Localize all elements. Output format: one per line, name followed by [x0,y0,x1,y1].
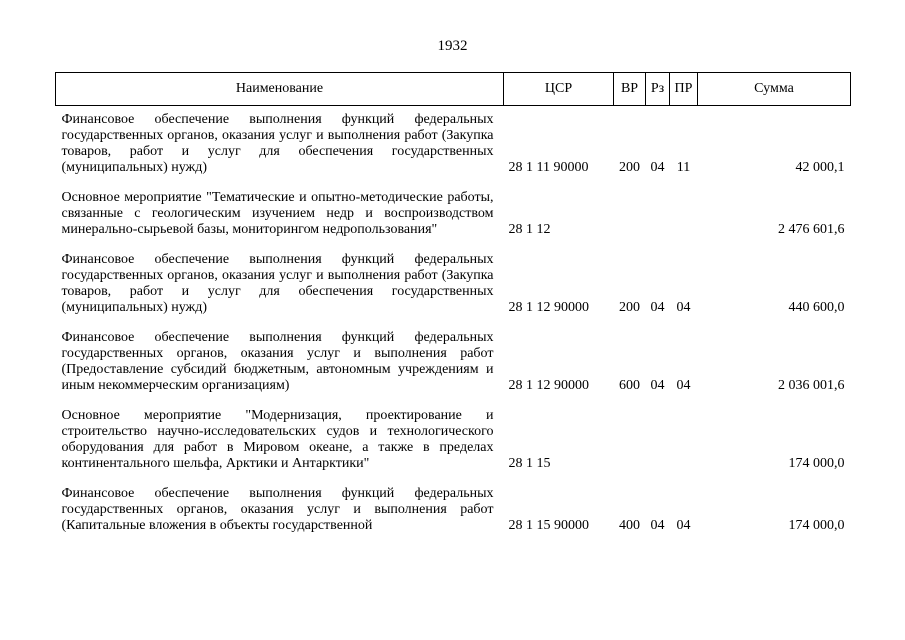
table-row [56,480,851,542]
cell-pr [670,184,698,246]
header-pr: ПР [670,73,698,106]
cell-rz [646,402,670,480]
cell-rz: 04 [650,518,665,533]
cell-vr: 600 [619,378,640,393]
cell-sum: 42 000,1 [795,160,845,175]
cell-name: Основное мероприятие "Тематические и опытно-методические работы, связанные с геологическим изучением недр и воспроизводством минерально-сырьевой базы, мониторингом недропользования" [61,190,494,237]
header-vr: ВР [614,73,646,106]
table-body [56,106,851,543]
cell-name: Финансовое обеспечение выполнения функций федеральных государственных органов, оказания услуг и выполнения работ (Капитальные вложения в объекты государственной [61,486,494,533]
cell-sum: 440 600,0 [788,300,845,315]
cell-rz: 04 [650,300,665,315]
cell-pr [670,402,698,480]
cell-csr: 28 1 15 [508,456,551,471]
cell-csr: 28 1 11 90000 [508,160,589,175]
cell-sum: 174 000,0 [788,518,845,533]
cell-name: Основное мероприятие "Модернизация, проектирование и строительство научно-исследовательских судов и технологического оборудования для работ в Мировом океане, а также в пределах континентального шельфа, Арктики и Антарктики" [61,408,494,471]
budget-table [55,72,851,542]
cell-sum: 2 476 601,6 [778,222,845,237]
cell-vr [614,402,646,480]
cell-csr: 28 1 12 [508,222,551,237]
cell-pr: 04 [676,378,691,393]
cell-pr: 04 [676,300,691,315]
header-rz: Рз [646,73,670,106]
table-row [56,324,851,402]
header-sum: Сумма [698,73,851,106]
table-row [56,402,851,480]
cell-vr [614,184,646,246]
cell-sum: 2 036 001,6 [778,378,845,393]
cell-csr: 28 1 15 90000 [508,518,589,533]
cell-vr: 200 [619,160,640,175]
cell-rz: 04 [650,160,665,175]
cell-sum: 174 000,0 [788,456,845,471]
table-row [56,106,851,185]
cell-vr: 400 [619,518,640,533]
cell-name: Финансовое обеспечение выполнения функций федеральных государственных органов, оказания услуг и выполнения работ (Предоставление субсидий бюджетным, автономным учреждениям и иным некоммерческим организациям) [61,330,494,393]
cell-name: Финансовое обеспечение выполнения функций федеральных государственных органов, оказания услуг и выполнения работ (Закупка товаров, работ и услуг для обеспечения государственных (муниципальных) нужд) [61,112,494,175]
cell-pr: 04 [676,518,691,533]
cell-csr: 28 1 12 90000 [508,378,589,393]
table-row [56,246,851,324]
cell-pr: 11 [676,160,691,175]
table-header [56,73,851,106]
cell-rz: 04 [650,378,665,393]
cell-csr: 28 1 12 90000 [508,300,589,315]
header-name: Наименование [56,73,504,106]
table-row [56,184,851,246]
cell-vr: 200 [619,300,640,315]
header-csr: ЦСР [504,73,614,106]
page-number: 1932 [437,38,468,54]
cell-name: Финансовое обеспечение выполнения функций федеральных государственных органов, оказания услуг и выполнения работ (Закупка товаров, работ и услуг для обеспечения государственных (муниципальных) нужд) [61,252,494,315]
cell-rz [646,184,670,246]
